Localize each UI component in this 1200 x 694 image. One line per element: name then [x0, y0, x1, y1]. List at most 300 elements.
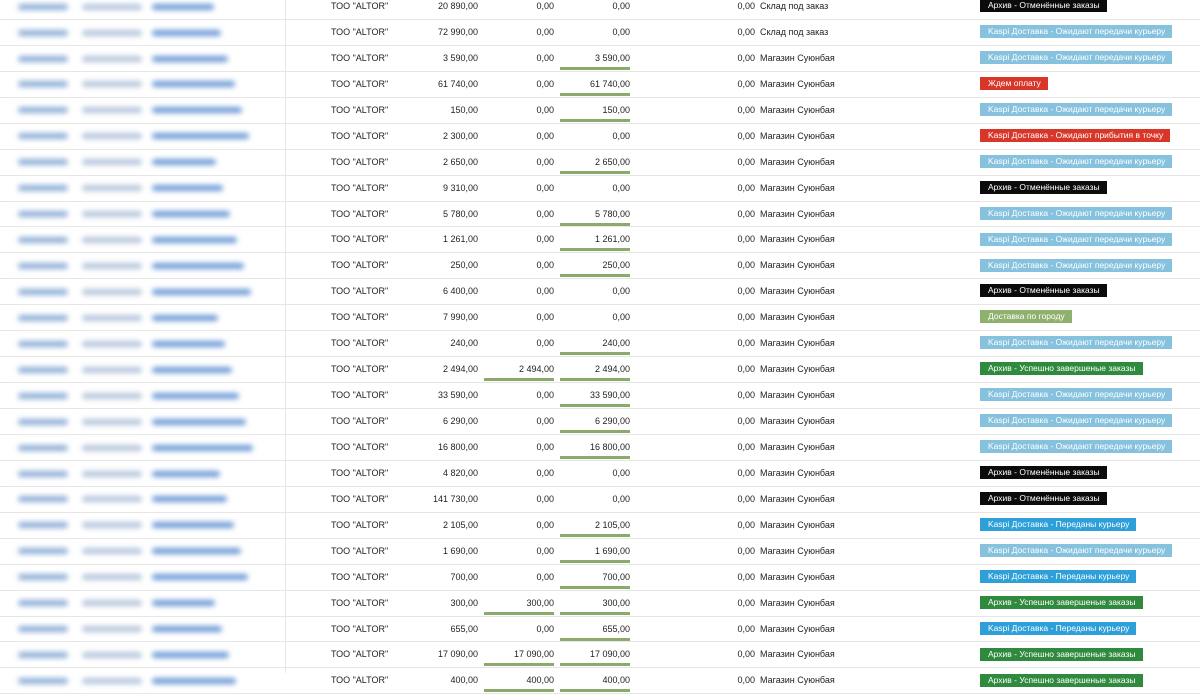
- redacted-link[interactable]: [152, 150, 252, 174]
- status-badge[interactable]: Kaspi Доставка - Ожидают передачи курьеру: [980, 103, 1172, 116]
- redacted-text-bar: [152, 341, 225, 347]
- table-row[interactable]: [0, 409, 1200, 435]
- redacted-link[interactable]: [82, 176, 146, 200]
- paid-underline: [560, 560, 630, 563]
- paid-sum-cell: 0,00: [536, 260, 554, 271]
- redacted-link[interactable]: [82, 46, 146, 70]
- table-row[interactable]: [0, 279, 1200, 305]
- redacted-text-bar: [82, 574, 142, 580]
- company-cell: ТОО "ALTOR": [331, 545, 389, 556]
- table-row[interactable]: [0, 383, 1200, 409]
- redacted-link[interactable]: [18, 46, 68, 70]
- redacted-text-bar: [82, 341, 142, 347]
- reserved-sum-cell: 300,00: [560, 591, 630, 615]
- status-badge[interactable]: Kaspi Доставка - Ожидают передачи курьеру: [980, 233, 1172, 246]
- redacted-link[interactable]: [18, 668, 68, 692]
- redacted-link[interactable]: [152, 383, 252, 407]
- paid-underline: [560, 586, 630, 589]
- redacted-link[interactable]: [82, 668, 146, 692]
- redacted-text-bar: [152, 315, 218, 321]
- reserved-sum-cell: 0,00: [612, 130, 630, 141]
- paid-underline: [560, 67, 630, 70]
- redacted-link[interactable]: [152, 357, 252, 381]
- paid-sum-cell: 0,00: [536, 623, 554, 634]
- table-row[interactable]: [0, 20, 1200, 46]
- company-cell: ТОО "ALTOR": [331, 364, 389, 375]
- redacted-text-bar: [82, 263, 142, 269]
- order-sum-cell: 6 290,00: [442, 416, 478, 426]
- redacted-link[interactable]: [18, 642, 68, 666]
- table-row[interactable]: [0, 124, 1200, 150]
- store-cell: Магазин Суюнбая: [760, 467, 835, 478]
- reserved-sum-cell: 1 261,00: [560, 227, 630, 251]
- redacted-link[interactable]: [82, 642, 146, 666]
- redacted-text-bar: [18, 626, 68, 632]
- redacted-text-bar: [152, 548, 241, 554]
- paid-sum-cell: 0,00: [536, 130, 554, 141]
- paid-underline: [560, 456, 630, 459]
- company-cell: ТОО "ALTOR": [331, 78, 389, 89]
- redacted-link[interactable]: [18, 227, 68, 251]
- redacted-text-bar: [152, 626, 222, 632]
- table-row[interactable]: [0, 357, 1200, 383]
- reserved-sum-cell: 6 290,00: [560, 409, 630, 433]
- order-sum-cell: 141 730,00: [432, 493, 478, 504]
- table-row[interactable]: [0, 253, 1200, 279]
- redacted-link[interactable]: [82, 150, 146, 174]
- redacted-text-bar: [18, 419, 68, 425]
- table-row[interactable]: [0, 176, 1200, 202]
- redacted-link[interactable]: [18, 98, 68, 122]
- table-row[interactable]: [0, 617, 1200, 643]
- redacted-link[interactable]: [18, 435, 68, 459]
- paid-sum-cell: 400,00: [484, 668, 554, 692]
- table-row[interactable]: [0, 591, 1200, 617]
- table-row[interactable]: [0, 0, 1200, 20]
- redacted-text-bar: [18, 652, 68, 658]
- order-sum-cell: 2 105,00: [442, 519, 478, 530]
- store-cell: Магазин Суюнбая: [760, 286, 835, 297]
- table-row[interactable]: [0, 202, 1200, 228]
- company-cell: ТОО "ALTOR": [331, 104, 389, 115]
- reserved-sum-cell: 61 740,00: [560, 72, 630, 96]
- order-sum-cell: 5 780,00: [442, 208, 478, 219]
- status-cell: [980, 98, 1200, 122]
- redacted-text-bar: [82, 315, 142, 321]
- redacted-link[interactable]: [18, 202, 68, 226]
- table-row[interactable]: [0, 46, 1200, 72]
- redacted-text-bar: [18, 315, 68, 321]
- paid-sum-cell: 300,00: [484, 591, 554, 615]
- redacted-text-bar: [82, 600, 142, 606]
- store-cell: Магазин Суюнбая: [760, 182, 835, 193]
- paid-underline: [484, 378, 554, 381]
- redacted-link[interactable]: [152, 279, 252, 303]
- redacted-text-bar: [18, 289, 68, 295]
- company-cell: ТОО "ALTOR": [331, 675, 389, 686]
- status-badge[interactable]: Kaspi Доставка - Переданы курьеру: [980, 570, 1136, 583]
- store-cell: Магазин Суюнбая: [760, 364, 835, 375]
- company-cell: ТОО "ALTOR": [331, 597, 389, 608]
- status-cell: [980, 383, 1200, 407]
- redacted-link[interactable]: [82, 591, 146, 615]
- status-cell: [980, 253, 1200, 277]
- redacted-text-bar: [82, 393, 142, 399]
- redacted-link[interactable]: [82, 513, 146, 537]
- table-row[interactable]: [0, 461, 1200, 487]
- redacted-link[interactable]: [82, 539, 146, 563]
- status-badge[interactable]: Ждем оплату: [980, 77, 1048, 90]
- redacted-text-bar: [152, 185, 223, 191]
- reserved-sum-cell: 1 690,00: [560, 539, 630, 563]
- paid-underline: [484, 612, 554, 615]
- redacted-link[interactable]: [18, 279, 68, 303]
- redacted-link[interactable]: [82, 98, 146, 122]
- redacted-text-bar: [82, 159, 142, 165]
- reserved-sum-cell: 16 800,00: [560, 435, 630, 459]
- redacted-link[interactable]: [18, 617, 68, 641]
- reserved-sum-cell: 700,00: [560, 565, 630, 589]
- debt-cell: 0,00: [737, 649, 755, 660]
- paid-sum-cell: 0,00: [536, 78, 554, 89]
- company-cell: ТОО "ALTOR": [331, 208, 389, 219]
- table-row[interactable]: [0, 668, 1200, 694]
- redacted-link[interactable]: [18, 383, 68, 407]
- status-badge[interactable]: Архив - Отменённые заказы: [980, 492, 1107, 505]
- redacted-link[interactable]: [18, 357, 68, 381]
- paid-underline: [560, 378, 630, 381]
- status-badge[interactable]: Kaspi Доставка - Ожидают передачи курьеру: [980, 207, 1172, 220]
- status-badge[interactable]: Архив - Успешно завершеные заказы: [980, 362, 1143, 375]
- redacted-link[interactable]: [152, 124, 252, 148]
- status-cell: [980, 202, 1200, 226]
- redacted-text-bar: [18, 133, 68, 139]
- company-cell: ТОО "ALTOR": [331, 623, 389, 634]
- store-cell: Магазин Суюнбая: [760, 78, 835, 89]
- status-cell: [980, 487, 1200, 511]
- redacted-link[interactable]: [152, 98, 252, 122]
- debt-cell: 0,00: [737, 260, 755, 271]
- redacted-text-bar: [152, 522, 234, 528]
- redacted-link[interactable]: [82, 357, 146, 381]
- table-row[interactable]: [0, 227, 1200, 253]
- status-badge[interactable]: Kaspi Доставка - Ожидают передачи курьеру: [980, 544, 1172, 557]
- company-cell: ТОО "ALTOR": [331, 390, 389, 401]
- redacted-text-bar: [18, 263, 68, 269]
- redacted-text-bar: [152, 263, 244, 269]
- redacted-link[interactable]: [152, 539, 252, 563]
- status-badge[interactable]: Kaspi Доставка - Ожидают передачи курьеру: [980, 259, 1172, 272]
- paid-sum-cell: 0,00: [536, 1, 554, 11]
- status-badge[interactable]: Kaspi Доставка - Ожидают передачи курьеру: [980, 51, 1172, 64]
- debt-cell: 0,00: [737, 623, 755, 634]
- paid-underline: [560, 248, 630, 251]
- status-cell: [980, 409, 1200, 433]
- reserved-sum-cell: 0,00: [612, 182, 630, 193]
- redacted-link[interactable]: [82, 435, 146, 459]
- redacted-link[interactable]: [82, 409, 146, 433]
- redacted-link[interactable]: [18, 72, 68, 96]
- redacted-text-bar: [18, 81, 68, 87]
- table-row[interactable]: [0, 565, 1200, 591]
- reserved-sum-cell: 3 590,00: [560, 46, 630, 70]
- reserved-sum-cell: 2 105,00: [560, 513, 630, 537]
- table-row[interactable]: [0, 435, 1200, 461]
- status-badge[interactable]: Kaspi Доставка - Ожидают передачи курьеру: [980, 336, 1172, 349]
- redacted-text-bar: [82, 237, 142, 243]
- status-cell: [980, 20, 1200, 44]
- redacted-link[interactable]: [152, 409, 252, 433]
- table-row[interactable]: [0, 331, 1200, 357]
- status-cell: [980, 0, 1200, 18]
- redacted-text-bar: [152, 678, 236, 684]
- company-cell: ТОО "ALTOR": [331, 493, 389, 504]
- debt-cell: 0,00: [737, 312, 755, 323]
- paid-underline: [560, 274, 630, 277]
- order-sum-cell: 1 690,00: [442, 545, 478, 556]
- company-cell: ТОО "ALTOR": [331, 519, 389, 530]
- redacted-link[interactable]: [152, 253, 252, 277]
- redacted-link[interactable]: [18, 513, 68, 537]
- redacted-link[interactable]: [152, 331, 252, 355]
- redacted-link[interactable]: [82, 279, 146, 303]
- redacted-link[interactable]: [152, 668, 252, 692]
- status-badge[interactable]: Доставка по городу: [980, 310, 1072, 323]
- redacted-text-bar: [152, 289, 251, 295]
- status-badge[interactable]: Архив - Отменённые заказы: [980, 181, 1107, 194]
- debt-cell: 0,00: [737, 390, 755, 401]
- status-cell: [980, 435, 1200, 459]
- redacted-link[interactable]: [18, 461, 68, 485]
- redacted-link[interactable]: [82, 383, 146, 407]
- redacted-text-bar: [18, 548, 68, 554]
- redacted-link[interactable]: [152, 435, 252, 459]
- redacted-link[interactable]: [18, 124, 68, 148]
- status-cell: [980, 331, 1200, 355]
- table-row[interactable]: [0, 305, 1200, 331]
- paid-sum-cell: 0,00: [536, 104, 554, 115]
- order-sum-cell: 16 800,00: [437, 441, 478, 452]
- status-badge[interactable]: Архив - Отменённые заказы: [980, 0, 1107, 12]
- redacted-text-bar: [18, 159, 68, 165]
- redacted-text-bar: [82, 496, 142, 502]
- redacted-link[interactable]: [18, 539, 68, 563]
- redacted-link[interactable]: [152, 513, 252, 537]
- status-badge[interactable]: Архив - Успешно завершеные заказы: [980, 674, 1143, 687]
- redacted-text-bar: [82, 626, 142, 632]
- debt-cell: 0,00: [737, 364, 755, 375]
- status-cell: [980, 642, 1200, 666]
- paid-underline: [560, 663, 630, 666]
- redacted-link[interactable]: [18, 253, 68, 277]
- order-sum-cell: 6 400,00: [442, 286, 478, 297]
- redacted-text-bar: [82, 419, 142, 425]
- store-cell: Магазин Суюнбая: [760, 52, 835, 63]
- paid-sum-cell: 0,00: [536, 467, 554, 478]
- status-badge[interactable]: Kaspi Доставка - Ожидают прибытия в точку: [980, 129, 1170, 142]
- store-cell: Магазин Суюнбая: [760, 260, 835, 271]
- redacted-text-bar: [18, 522, 68, 528]
- redacted-link[interactable]: [18, 331, 68, 355]
- redacted-text-bar: [82, 56, 142, 62]
- store-cell: Магазин Суюнбая: [760, 104, 835, 115]
- redacted-text-bar: [82, 211, 142, 217]
- paid-sum-cell: 0,00: [536, 234, 554, 245]
- company-cell: ТОО "ALTOR": [331, 156, 389, 167]
- redacted-text-bar: [152, 600, 215, 606]
- debt-cell: 0,00: [737, 493, 755, 504]
- company-cell: ТОО "ALTOR": [331, 26, 389, 37]
- redacted-link[interactable]: [152, 46, 252, 70]
- table-row[interactable]: [0, 642, 1200, 668]
- order-sum-cell: 300,00: [450, 597, 478, 608]
- table-row[interactable]: [0, 539, 1200, 565]
- company-cell: ТОО "ALTOR": [331, 416, 389, 426]
- redacted-link[interactable]: [18, 591, 68, 615]
- company-cell: ТОО "ALTOR": [331, 441, 389, 452]
- redacted-text-bar: [152, 4, 214, 10]
- redacted-text-bar: [18, 600, 68, 606]
- paid-underline: [560, 93, 630, 96]
- redacted-text-bar: [152, 445, 253, 451]
- redacted-link[interactable]: [152, 72, 252, 96]
- store-cell: Магазин Суюнбая: [760, 623, 835, 634]
- status-badge[interactable]: Kaspi Доставка - Ожидают передачи курьеру: [980, 25, 1172, 38]
- redacted-link[interactable]: [82, 461, 146, 485]
- redacted-link[interactable]: [82, 0, 146, 18]
- store-cell: Магазин Суюнбая: [760, 597, 835, 608]
- status-badge[interactable]: Kaspi Доставка - Ожидают передачи курьеру: [980, 414, 1172, 427]
- redacted-text-bar: [152, 159, 216, 165]
- table-row[interactable]: [0, 150, 1200, 176]
- paid-underline: [560, 430, 630, 433]
- redacted-link[interactable]: [82, 331, 146, 355]
- redacted-link[interactable]: [152, 487, 252, 511]
- redacted-link[interactable]: [152, 20, 252, 44]
- status-cell: [980, 668, 1200, 692]
- redacted-link[interactable]: [152, 642, 252, 666]
- redacted-link[interactable]: [18, 565, 68, 589]
- redacted-text-bar: [152, 133, 249, 139]
- order-sum-cell: 61 740,00: [437, 78, 478, 89]
- order-sum-cell: 2 650,00: [442, 156, 478, 167]
- order-sum-cell: 240,00: [450, 338, 478, 349]
- redacted-link[interactable]: [82, 617, 146, 641]
- store-cell: Магазин Суюнбая: [760, 312, 835, 323]
- status-cell: [980, 357, 1200, 381]
- redacted-link[interactable]: [152, 305, 252, 329]
- redacted-link[interactable]: [152, 176, 252, 200]
- reserved-sum-cell: 5 780,00: [560, 202, 630, 226]
- paid-sum-cell: 17 090,00: [484, 642, 554, 666]
- redacted-link[interactable]: [152, 0, 252, 18]
- order-sum-cell: 17 090,00: [437, 649, 478, 660]
- redacted-link[interactable]: [152, 227, 252, 251]
- redacted-link[interactable]: [82, 124, 146, 148]
- redacted-link[interactable]: [82, 253, 146, 277]
- status-badge[interactable]: Kaspi Доставка - Ожидают передачи курьеру: [980, 155, 1172, 168]
- order-sum-cell: 4 820,00: [442, 467, 478, 478]
- table-row[interactable]: [0, 72, 1200, 98]
- store-cell: Магазин Суюнбая: [760, 493, 835, 504]
- redacted-link[interactable]: [152, 591, 252, 615]
- paid-sum-cell: 0,00: [536, 26, 554, 37]
- redacted-link[interactable]: [152, 461, 252, 485]
- debt-cell: 0,00: [737, 234, 755, 245]
- redacted-link[interactable]: [152, 617, 252, 641]
- redacted-link[interactable]: [82, 565, 146, 589]
- redacted-link[interactable]: [82, 72, 146, 96]
- table-row[interactable]: [0, 98, 1200, 124]
- redacted-link[interactable]: [18, 0, 68, 18]
- redacted-text-bar: [82, 289, 142, 295]
- redacted-link[interactable]: [18, 176, 68, 200]
- status-cell: [980, 150, 1200, 174]
- reserved-sum-cell: 150,00: [560, 98, 630, 122]
- redacted-text-bar: [152, 81, 235, 87]
- redacted-link[interactable]: [18, 20, 68, 44]
- store-cell: Магазин Суюнбая: [760, 390, 835, 401]
- reserved-sum-cell: 2 494,00: [560, 357, 630, 381]
- redacted-link[interactable]: [82, 227, 146, 251]
- reserved-sum-cell: 2 650,00: [560, 150, 630, 174]
- redacted-link[interactable]: [18, 487, 68, 511]
- status-badge[interactable]: Kaspi Доставка - Ожидают передачи курьеру: [980, 388, 1172, 401]
- company-cell: ТОО "ALTOR": [331, 1, 389, 11]
- status-badge[interactable]: Kaspi Доставка - Переданы курьеру: [980, 622, 1136, 635]
- table-row[interactable]: [0, 513, 1200, 539]
- redacted-link[interactable]: [82, 202, 146, 226]
- redacted-link[interactable]: [82, 305, 146, 329]
- redacted-text-bar: [82, 548, 142, 554]
- company-cell: ТОО "ALTOR": [331, 52, 389, 63]
- redacted-link[interactable]: [82, 20, 146, 44]
- redacted-link[interactable]: [152, 202, 252, 226]
- redacted-text-bar: [18, 237, 68, 243]
- status-badge[interactable]: Kaspi Доставка - Ожидают передачи курьеру: [980, 440, 1172, 453]
- redacted-link[interactable]: [18, 150, 68, 174]
- paid-sum-cell: 2 494,00: [484, 357, 554, 381]
- status-cell: [980, 176, 1200, 200]
- redacted-text-bar: [82, 107, 142, 113]
- paid-sum-cell: 0,00: [536, 416, 554, 426]
- redacted-link[interactable]: [18, 409, 68, 433]
- paid-underline: [560, 119, 630, 122]
- order-sum-cell: 1 261,00: [442, 234, 478, 245]
- status-badge[interactable]: Архив - Отменённые заказы: [980, 466, 1107, 479]
- status-badge[interactable]: Архив - Успешно завершеные заказы: [980, 648, 1143, 661]
- redacted-text-bar: [152, 652, 229, 658]
- order-sum-cell: 655,00: [450, 623, 478, 634]
- status-badge[interactable]: Архив - Отменённые заказы: [980, 284, 1107, 297]
- redacted-link[interactable]: [82, 487, 146, 511]
- debt-cell: 0,00: [737, 675, 755, 686]
- status-badge[interactable]: Архив - Успешно завершеные заказы: [980, 596, 1143, 609]
- order-sum-cell: 250,00: [450, 260, 478, 271]
- redacted-text-bar: [82, 4, 142, 10]
- redacted-link[interactable]: [18, 305, 68, 329]
- debt-cell: 0,00: [737, 26, 755, 37]
- debt-cell: 0,00: [737, 286, 755, 297]
- redacted-text-bar: [152, 30, 221, 36]
- redacted-text-bar: [152, 56, 228, 62]
- table-row[interactable]: [0, 487, 1200, 513]
- status-badge[interactable]: Kaspi Доставка - Переданы курьеру: [980, 518, 1136, 531]
- store-cell: Магазин Суюнбая: [760, 156, 835, 167]
- paid-underline: [484, 663, 554, 666]
- redacted-link[interactable]: [152, 565, 252, 589]
- store-cell: Магазин Суюнбая: [760, 519, 835, 530]
